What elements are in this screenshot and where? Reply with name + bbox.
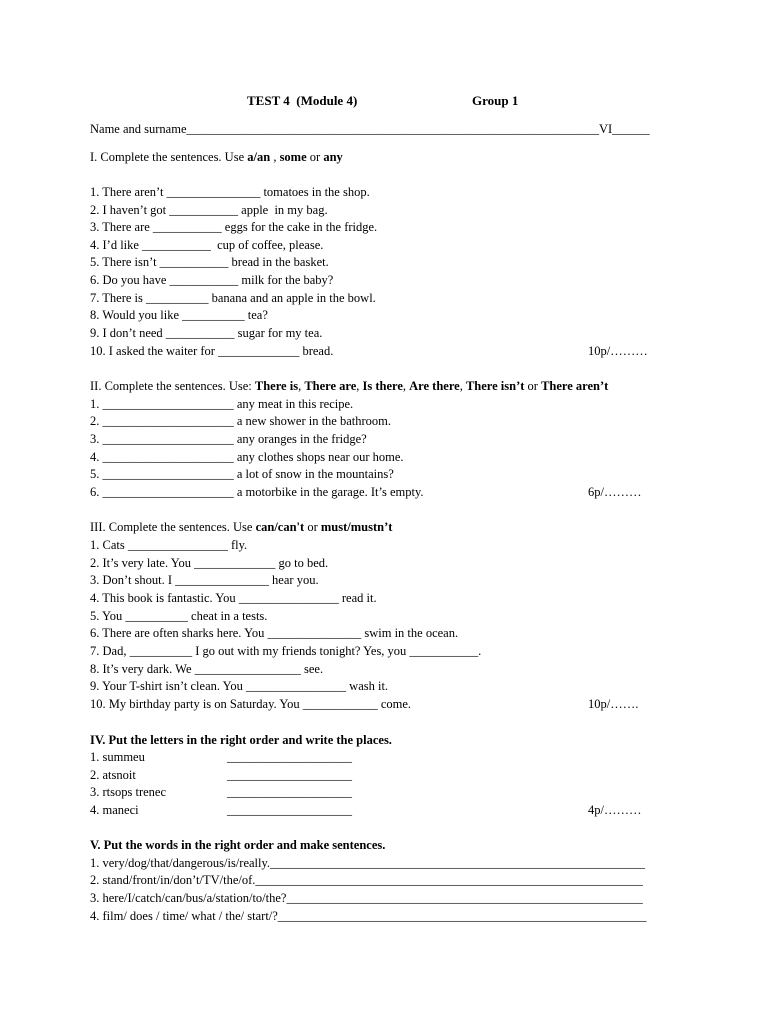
section4-blank: ____________________	[227, 803, 352, 817]
section3-item: 6. There are often sharks here. You _______________ swim in the ocean.	[90, 626, 459, 640]
section3-item: 10. My birthday party is on Saturday. You ____________ come.	[90, 697, 412, 711]
section1-item: 7. There is __________ banana and an apple in the bowl.	[90, 291, 376, 305]
section2-score: 6p/………	[588, 485, 642, 499]
section2-item: 4. _____________________ any clothes shops near our home.	[90, 450, 404, 464]
section4-word: 1. summeu	[90, 750, 145, 764]
section3-item: 7. Dad, __________ I go out with my friends tonight? Yes, you ___________.	[90, 644, 482, 658]
section4-score: 4p/………	[588, 803, 642, 817]
section1-heading: I. Complete the sentences. Use a/an , some or any	[90, 150, 343, 164]
section4-blank: ____________________	[227, 750, 352, 764]
name-surname-line: Name and surname__________________________________________________________________VI______	[90, 122, 650, 136]
section2-item: 6. _____________________ a motorbike in the garage. It’s empty.	[90, 485, 424, 499]
section2-heading: II. Complete the sentences. Use: There is, There are, Is there, Are there, There isn’t or There aren’t	[90, 379, 609, 393]
section4-heading: IV. Put the letters in the right order and write the places.	[90, 733, 392, 747]
section3-item: 3. Don’t shout. I _______________ hear you.	[90, 573, 319, 587]
section1-item: 4. I’d like ___________ cup of coffee, please.	[90, 238, 324, 252]
section3-heading: III. Complete the sentences. Use can/can't or must/mustn’t	[90, 520, 393, 534]
section3-item: 5. You __________ cheat in a tests.	[90, 609, 268, 623]
section4-blank: ____________________	[227, 785, 352, 799]
section1-score: 10p/………	[588, 344, 648, 358]
section5-heading: V. Put the words in the right order and make sentences.	[90, 838, 386, 852]
section5-item: 1. very/dog/that/dangerous/is/really.____________________________________________________________	[90, 856, 646, 870]
section3-item: 4. This book is fantastic. You ________________ read it.	[90, 591, 377, 605]
section3-item: 8. It’s very dark. We _________________ see.	[90, 662, 324, 676]
group-label: Group 1	[472, 93, 519, 108]
section3-item: 2. It’s very late. You _____________ go to bed.	[90, 556, 329, 570]
section3-score: 10p/…….	[588, 697, 639, 711]
section1-item: 1. There aren’t _______________ tomatoes in the shop.	[90, 185, 370, 199]
section3-item: 9. Your T-shirt isn’t clean. You ________________ wash it.	[90, 679, 389, 693]
section4-word: 4. maneci	[90, 803, 139, 817]
section1-item: 6. Do you have ___________ milk for the baby?	[90, 273, 334, 287]
test-title: TEST 4 (Module 4)	[247, 93, 358, 108]
section5-item: 4. film/ does / time/ what / the/ start/?___________________________________________________________	[90, 909, 647, 923]
section4-blank: ____________________	[227, 768, 352, 782]
section3-item: 1. Cats ________________ fly.	[90, 538, 248, 552]
section2-item: 5. _____________________ a lot of snow in the mountains?	[90, 467, 394, 481]
section4-word: 3. rtsops trenec	[90, 785, 167, 799]
section4-word: 2. atsnoit	[90, 768, 136, 782]
section2-item: 1. _____________________ any meat in this recipe.	[90, 397, 354, 411]
section1-item: 3. There are ___________ eggs for the cake in the fridge.	[90, 220, 378, 234]
section1-item: 2. I haven’t got ___________ apple in my bag.	[90, 203, 328, 217]
section1-item: 10. I asked the waiter for _____________ bread.	[90, 344, 334, 358]
section1-item: 9. I don’t need ___________ sugar for my tea.	[90, 326, 323, 340]
section1-item: 8. Would you like __________ tea?	[90, 308, 268, 322]
section2-item: 3. _____________________ any oranges in the fridge?	[90, 432, 367, 446]
section5-item: 2. stand/front/in/don’t/TV/the/of.______________________________________________________________	[90, 873, 643, 887]
section1-item: 5. There isn’t ___________ bread in the basket.	[90, 255, 329, 269]
section5-item: 3. here/I/catch/can/bus/a/station/to/the?_________________________________________________________	[90, 891, 643, 905]
section2-item: 2. _____________________ a new shower in the bathroom.	[90, 414, 392, 428]
